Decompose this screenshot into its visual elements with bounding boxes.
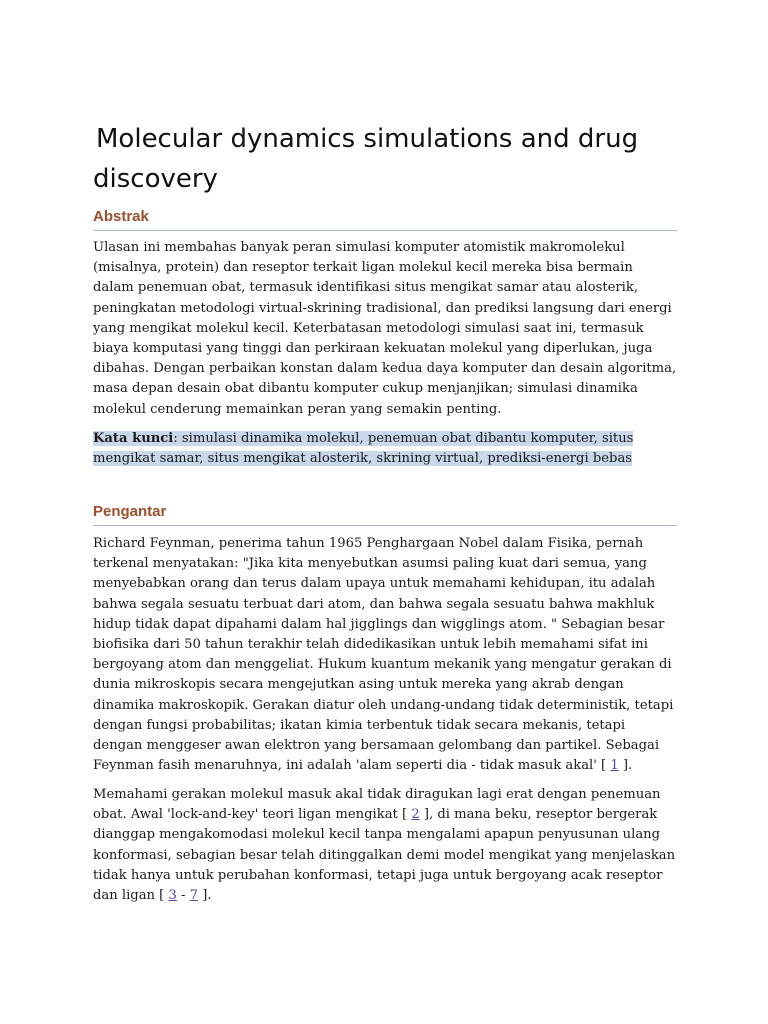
intro-paragraph-2: [93, 785, 677, 906]
intro-paragraph-2-text-a: Memahami gerakan molekul masuk akal tidak diragukan lagi erat dengan penemuan obat. Awal 'lock-and-key' teori ligan mengikat [: [93, 787, 661, 823]
abstract-heading: Abstrak: [93, 208, 677, 231]
document-title: Molecular dynamics simulations and drug discovery: [93, 124, 639, 194]
intro-paragraph-2-end: ].: [198, 888, 212, 904]
reference-range-separator: -: [176, 888, 190, 904]
intro-paragraph-1-end: ].: [618, 758, 633, 774]
intro-paragraph-1: [93, 534, 677, 776]
reference-link-1[interactable]: 1: [610, 758, 619, 774]
reference-link-7[interactable]: 7: [189, 888, 199, 904]
abstract-paragraph: Ulasan ini membahas banyak peran simulasi komputer atomistik makromolekul (misalnya, protein) dan reseptor terkait ligan molekul kecil mereka bisa bermain dalam penemuan obat, termasuk identifikasi situs mengikat samar atau alosterik, peningkatan metodologi virtual-skrining tradisional, dan prediksi langsung dari energi yang mengikat molekul kecil. Keterbatasan metodologi simulasi saat ini, termasuk biaya komputasi yang tinggi dan perkiraan kekuatan molekul yang diperlukan, juga dibahas. Dengan perbaikan konstan dalam kedua daya komputer dan desain algoritma, masa depan desain obat dibantu komputer cukup menjanjikan; simulasi dinamika molekul cenderung memainkan peran yang semakin penting.: [93, 240, 677, 417]
keywords-text: : simulasi dinamika molekul, penemuan obat dibantu komputer, situs mengikat samar, situs mengikat alosterik, skrining virtual, prediksi-energi bebas: [93, 431, 634, 467]
intro-heading: Pengantar: [93, 503, 677, 526]
intro-paragraph-2-text-b: ], di mana beku, reseptor bergerak dianggap mengakomodasi molekul kecil tanpa mengalami apapun penyusunan ulang konformasi, sebagian besar telah ditinggalkan demi model mengikat yang menjelaskan tidak hanya untuk perubahan konformasi, tetapi juga untuk bergoyang acak reseptor dan ligan [: [93, 807, 676, 904]
reference-link-2[interactable]: 2: [411, 807, 420, 823]
keywords-label: Kata kunci: [93, 431, 174, 446]
intro-paragraph-1-text: Richard Feynman, penerima tahun 1965 Penghargaan Nobel dalam Fisika, pernah terkenal menyatakan: "Jika kita menyebutkan asumsi paling kuat dari semua, yang menyebabkan orang dan terus dalam upaya untuk memahami kehidupan, itu adalah bahwa segala sesuatu terbuat dari atom, dan bahwa segala sesuatu bahwa makhluk hidup tidak dapat dipahami dalam hal jigglings dan wigglings atom. " Sebagian besar biofisika dari 50 tahun terakhir telah didedikasikan untuk lebih memahami sifat ini bergoyang atom dan menggeliat. Hukum kuantum mekanik yang mengatur gerakan di dunia mikroskopis secara mengejutkan asing untuk mereka yang akrab dengan dinamika makroskopik. Gerakan diatur oleh undang-undang tidak deterministik, tetapi dengan fungsi probabilitas; ikatan kimia terbentuk tidak secara mekanis, tetapi dengan menggeser awan elektron yang bersamaan gelombang dan partikel. Sebagai Feynman fasih menaruhnya, ini adalah 'alam seperti dia - tidak masuk akal' [: [93, 536, 674, 774]
reference-link-3[interactable]: 3: [168, 888, 177, 904]
keywords-highlight: [93, 431, 633, 466]
keywords-paragraph: [93, 429, 677, 469]
